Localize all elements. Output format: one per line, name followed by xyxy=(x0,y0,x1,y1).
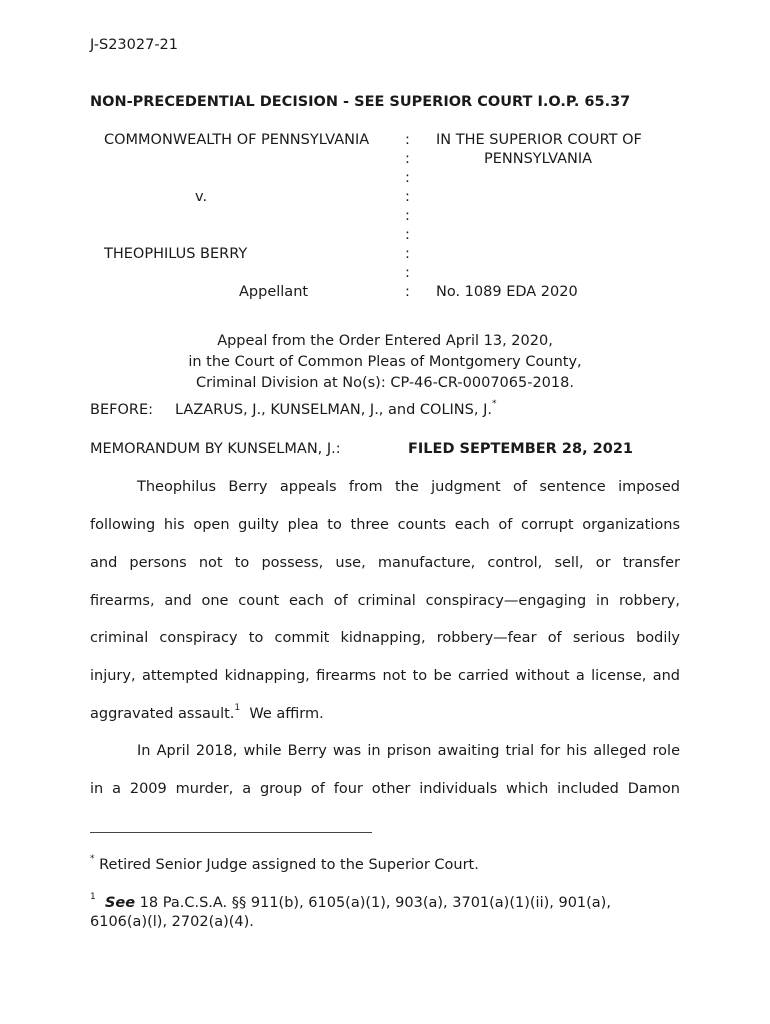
caption-colon: : xyxy=(405,208,410,224)
caption-role: Appellant xyxy=(239,284,309,300)
appeal-statement xyxy=(0,331,770,394)
before-label: BEFORE: xyxy=(90,402,153,418)
body-line: in a 2009 murder, a group of four other individuals which included Damon xyxy=(90,781,680,797)
panel-judges-text: LAZARUS, J., KUNSELMAN, J., and COLINS, J. xyxy=(175,402,492,418)
caption-plaintiff: COMMONWEALTH OF PENNSYLVANIA xyxy=(104,132,370,148)
footnote-star-ref: * xyxy=(491,399,497,410)
footnote-1-line2: 6106(a)(l), 2702(a)(4). xyxy=(90,914,254,930)
memorandum-author: MEMORANDUM BY KUNSELMAN, J.: xyxy=(90,441,341,457)
footnote-star-marker: * xyxy=(90,854,95,865)
body-line: following his open guilty plea to three counts each of corrupt organizations xyxy=(90,517,680,533)
docket-number: J-S23027-21 xyxy=(90,37,179,53)
caption-court-line1: IN THE SUPERIOR COURT OF xyxy=(436,132,642,148)
footnote-1-marker: 1 xyxy=(90,892,96,903)
footnote-1-ref: 1 xyxy=(234,703,241,714)
caption-court-line2: PENNSYLVANIA xyxy=(484,151,593,167)
non-precedential-notice: NON-PRECEDENTIAL DECISION - SEE SUPERIOR COURT I.O.P. 65.37 xyxy=(90,94,631,110)
body-line-last xyxy=(90,703,324,722)
body-line: criminal conspiracy to commit kidnapping, robbery—fear of serious bodily xyxy=(90,630,680,646)
caption-colon: : xyxy=(405,151,410,167)
caption-colon: : xyxy=(405,189,410,205)
footnote-star xyxy=(90,854,479,873)
caption-colon: : xyxy=(405,265,410,281)
appeal-line: Appeal from the Order Entered April 13, 2020, xyxy=(217,333,553,349)
body-line: In April 2018, while Berry was in prison awaiting trial for his alleged role xyxy=(137,743,680,759)
body-line: injury, attempted kidnapping, firearms not to be carried without a license, and xyxy=(90,668,680,684)
body-text: We affirm. xyxy=(240,706,324,722)
caption-colon: : xyxy=(405,227,410,243)
caption-versus: v. xyxy=(195,189,208,205)
footnote-divider xyxy=(90,832,372,833)
panel-judges xyxy=(175,399,497,418)
case-number: No. 1089 EDA 2020 xyxy=(436,284,578,300)
caption-colon: : xyxy=(405,132,410,148)
caption-defendant: THEOPHILUS BERRY xyxy=(104,246,248,262)
footnote-1-line1 xyxy=(90,892,611,911)
footnote-see-signal: See xyxy=(104,895,136,911)
body-line: and persons not to possess, use, manufacture, control, sell, or transfer xyxy=(90,555,680,571)
body-text: aggravated assault. xyxy=(90,706,235,722)
body-line: firearms, and one count each of criminal conspiracy—engaging in robbery, xyxy=(90,593,680,609)
caption-colon: : xyxy=(405,284,410,300)
filed-date: FILED SEPTEMBER 28, 2021 xyxy=(408,441,633,457)
appeal-line: Criminal Division at No(s): CP-46-CR-0007065-2018. xyxy=(196,375,574,391)
caption-colon: : xyxy=(405,246,410,262)
appeal-line: in the Court of Common Pleas of Montgomery County, xyxy=(188,354,582,370)
caption-colon: : xyxy=(405,170,410,186)
body-line: Theophilus Berry appeals from the judgment of sentence imposed xyxy=(137,479,680,495)
footnote-star-text: Retired Senior Judge assigned to the Superior Court. xyxy=(94,857,479,873)
footnote-1-text: 18 Pa.C.S.A. §§ 911(b), 6105(a)(1), 903(a), 3701(a)(1)(ii), 901(a), xyxy=(135,895,611,911)
